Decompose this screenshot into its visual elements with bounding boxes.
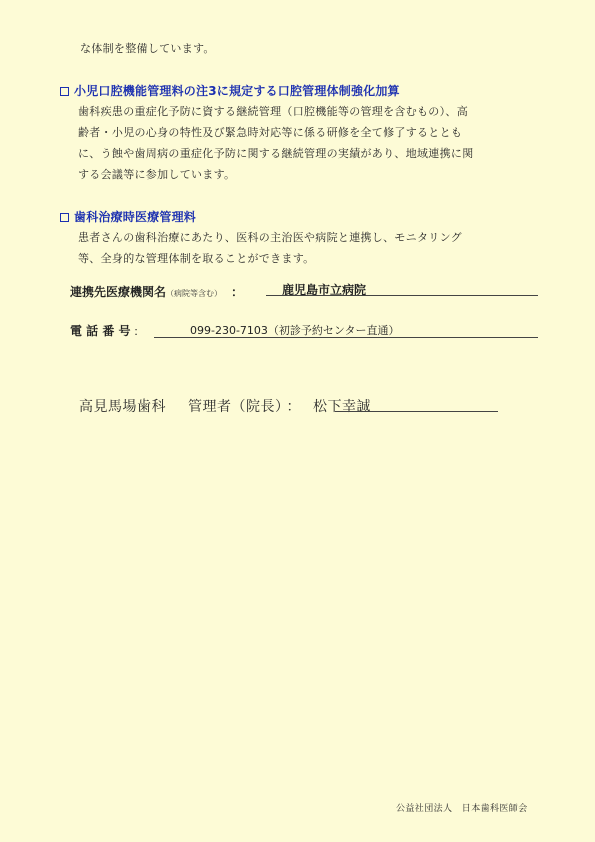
partner-institution-note: （病院等含む） [166, 289, 223, 298]
intro-continuation-text: な体制を整備しています。 [80, 42, 215, 55]
partner-institution-label-group [70, 281, 243, 300]
phone-label: 電 話 番 号 [70, 324, 131, 338]
admin-line [79, 396, 371, 416]
checkbox-icon [60, 87, 69, 96]
partner-institution-label: 連携先医療機関名 [70, 285, 167, 299]
partner-institution-colon: ： [231, 285, 244, 299]
section-title: 歯科治療時医療管理料 [74, 210, 197, 224]
admin-name: 松下幸誠 [313, 399, 371, 415]
section-title: 小児口腔機能管理料の注3に規定する口腔管理体制強化加算 [74, 84, 400, 98]
section-body-medical-management [78, 227, 462, 269]
body-line: する会議等に参加しています。 [78, 168, 236, 181]
body-line: 齢者・小児の心身の特性及び緊急時対応等に係る研修を全て修了するととも [78, 126, 463, 139]
partner-institution-value: 鹿児島市立病院 [282, 283, 367, 297]
footer-organization: 公益社団法人 日本歯科医師会 [396, 804, 528, 814]
section-heading-oral-management [60, 82, 400, 99]
body-line: 患者さんの歯科治療にあたり、医科の主治医や病院と連携し、モニタリング [78, 231, 462, 244]
admin-role: 管理者（院長） [188, 399, 283, 415]
body-line: に、う蝕や歯周病の重症化予防に関する継続管理の実績があり、地域連携に関 [78, 147, 474, 160]
section-heading-medical-management [60, 208, 196, 225]
admin-colon: ： [286, 399, 301, 415]
phone-value: 099-230-7103（初診予約センター直通） [190, 324, 400, 337]
clinic-name: 高見馬場歯科 [79, 399, 166, 415]
section-body-oral-management [78, 101, 474, 185]
checkbox-icon [60, 213, 69, 222]
body-line: 等、全身的な管理体制を取ることができます。 [78, 252, 315, 265]
admin-name-underline [335, 411, 498, 412]
phone-underline [154, 337, 538, 338]
phone-label-group [70, 320, 145, 339]
partner-institution-underline [266, 295, 538, 296]
body-line: 歯科疾患の重症化予防に資する継続管理（口腔機能等の管理を含むもの）、高 [78, 105, 468, 118]
phone-colon: ： [133, 325, 145, 338]
